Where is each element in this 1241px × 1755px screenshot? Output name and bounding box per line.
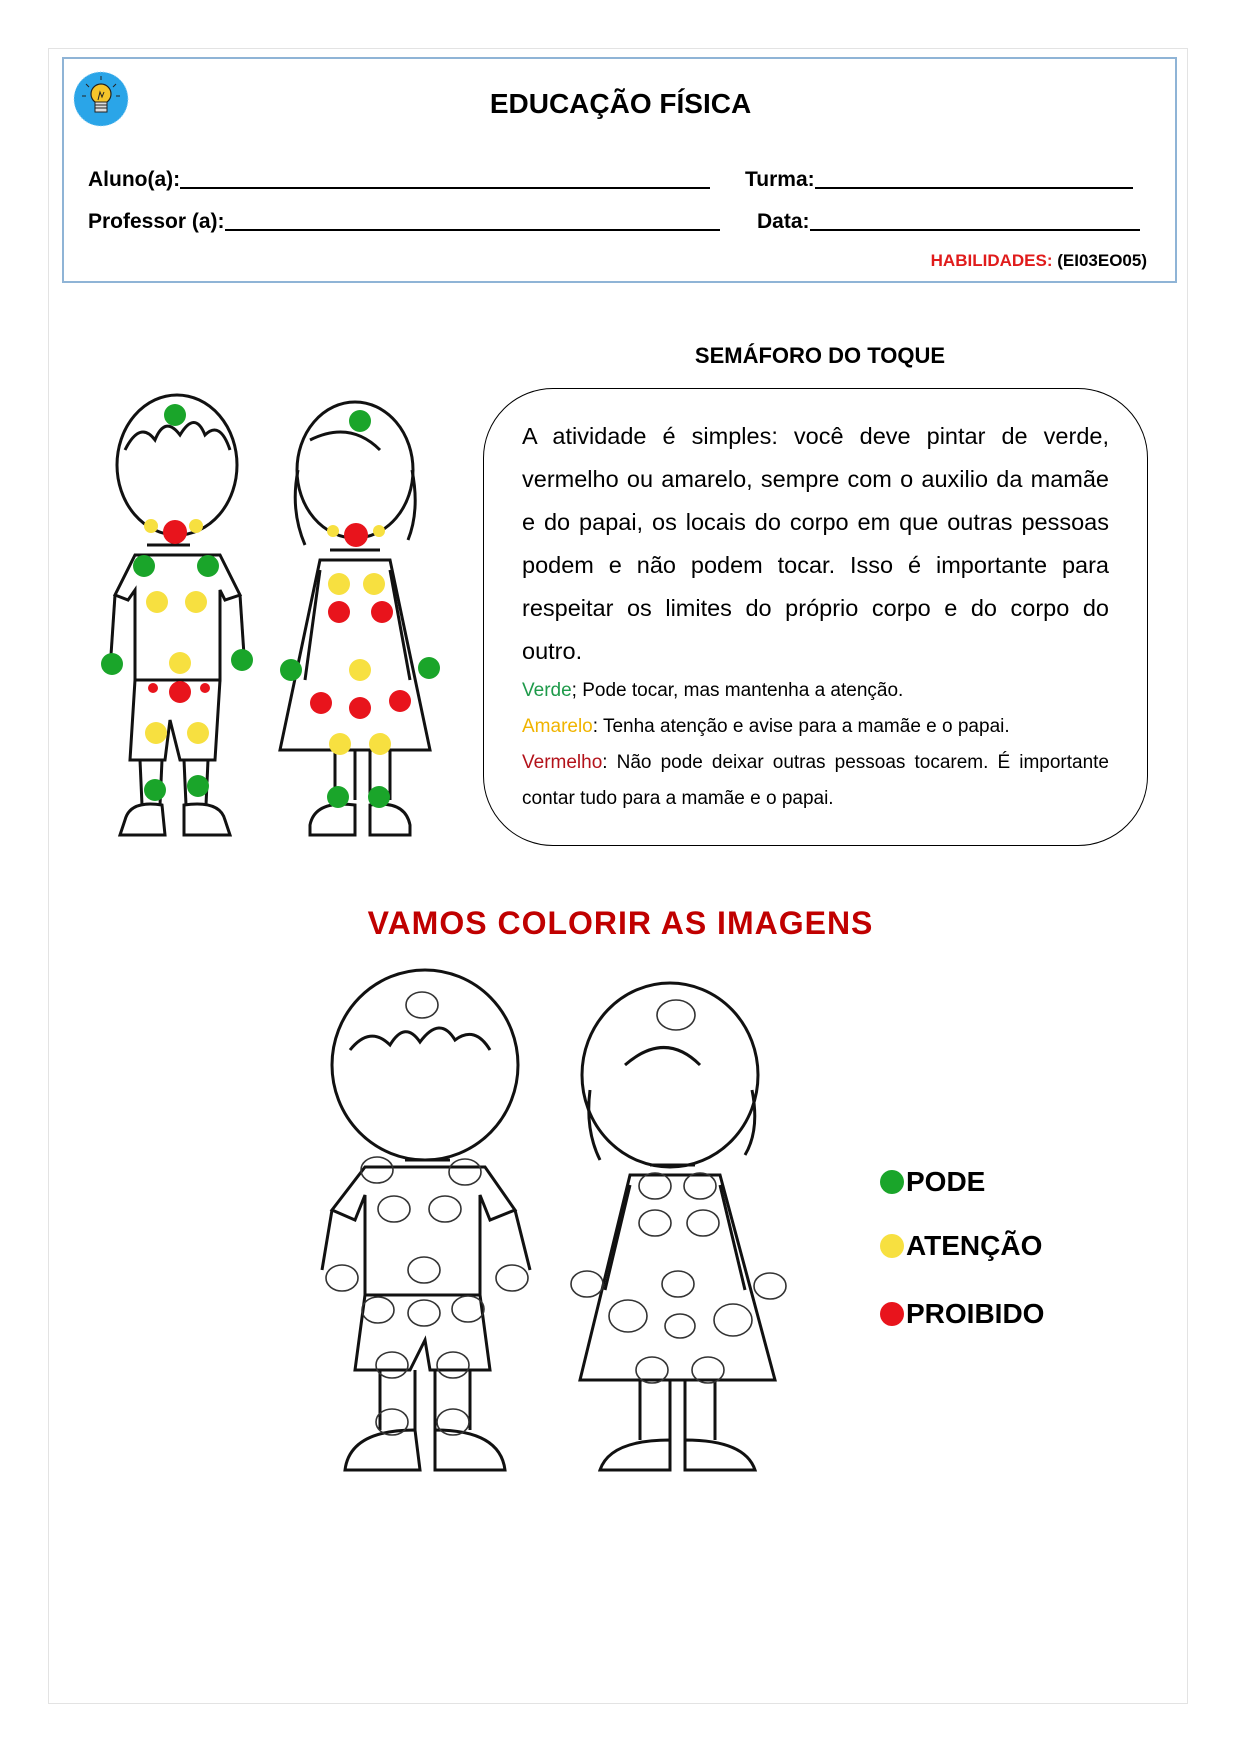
professor-input-line[interactable] <box>225 227 720 231</box>
data-label: Data: <box>757 210 810 233</box>
page-title: EDUCAÇÃO FÍSICA <box>489 88 752 119</box>
aluno-input-line[interactable] <box>180 185 710 189</box>
professor-label: Professor (a): <box>88 210 225 233</box>
rule-amarelo-sep: : <box>592 716 599 737</box>
rule-verde-word: Verde <box>522 680 572 701</box>
example-figures-illustration <box>80 380 440 850</box>
turma-input-line[interactable] <box>815 185 1133 189</box>
rule-amarelo-word: Amarelo <box>522 716 593 737</box>
legend-atencao-label: ATENÇÃO <box>906 1230 1043 1261</box>
habilidades <box>931 251 1147 271</box>
legend-pode <box>880 1166 985 1198</box>
rule-amarelo <box>522 709 1109 745</box>
legend-proibido <box>880 1298 1044 1330</box>
rule-amarelo-text: Tenha atenção e avise para a mamãe e o papai. <box>598 716 1010 737</box>
habilidades-label: HABILIDADES: <box>930 251 1053 270</box>
coloring-figures-illustration[interactable] <box>290 970 830 1650</box>
yellow-dot-icon <box>880 1234 904 1258</box>
professor-field[interactable] <box>88 210 720 234</box>
aluno-label: Aluno(a): <box>88 168 181 191</box>
colorir-title: VAMOS COLORIR AS IMAGENS <box>367 905 874 941</box>
legend-atencao <box>880 1230 1042 1262</box>
green-dot-icon <box>880 1170 904 1194</box>
data-field[interactable] <box>757 210 1140 234</box>
rule-vermelho-word: Vermelho <box>522 752 603 773</box>
legend-pode-label: PODE <box>906 1166 986 1197</box>
semaforo-title: SEMÁFORO DO TOQUE <box>694 343 946 368</box>
turma-field[interactable] <box>745 168 1133 192</box>
rule-vermelho <box>522 745 1109 817</box>
data-input-line[interactable] <box>810 227 1140 231</box>
aluno-field[interactable] <box>88 168 710 192</box>
instructions-box <box>483 388 1148 846</box>
instructions-intro: A atividade é simples: você deve pintar de verde, vermelho ou amarelo, sempre com o auxilio da mamãe e do papai, os locais do corpo em que outras pessoas podem e não podem tocar. Isso é importante para respeitar os limites do próprio corpo e do corpo do outro. <box>522 423 1109 664</box>
rule-vermelho-text: Não pode deixar outras pessoas tocarem. É importante contar tudo para a mamãe e o papai. <box>522 752 1109 809</box>
legend-proibido-label: PROIBIDO <box>906 1298 1045 1329</box>
habilidades-code: (EI03EO05) <box>1057 251 1147 270</box>
rule-verde-sep: ; <box>571 680 577 701</box>
rule-verde-text: Pode tocar, mas mantenha a atenção. <box>576 680 904 701</box>
red-dot-icon <box>880 1302 904 1326</box>
rule-vermelho-sep: : <box>602 752 608 773</box>
rule-verde <box>522 673 1109 709</box>
turma-label: Turma: <box>745 168 815 191</box>
